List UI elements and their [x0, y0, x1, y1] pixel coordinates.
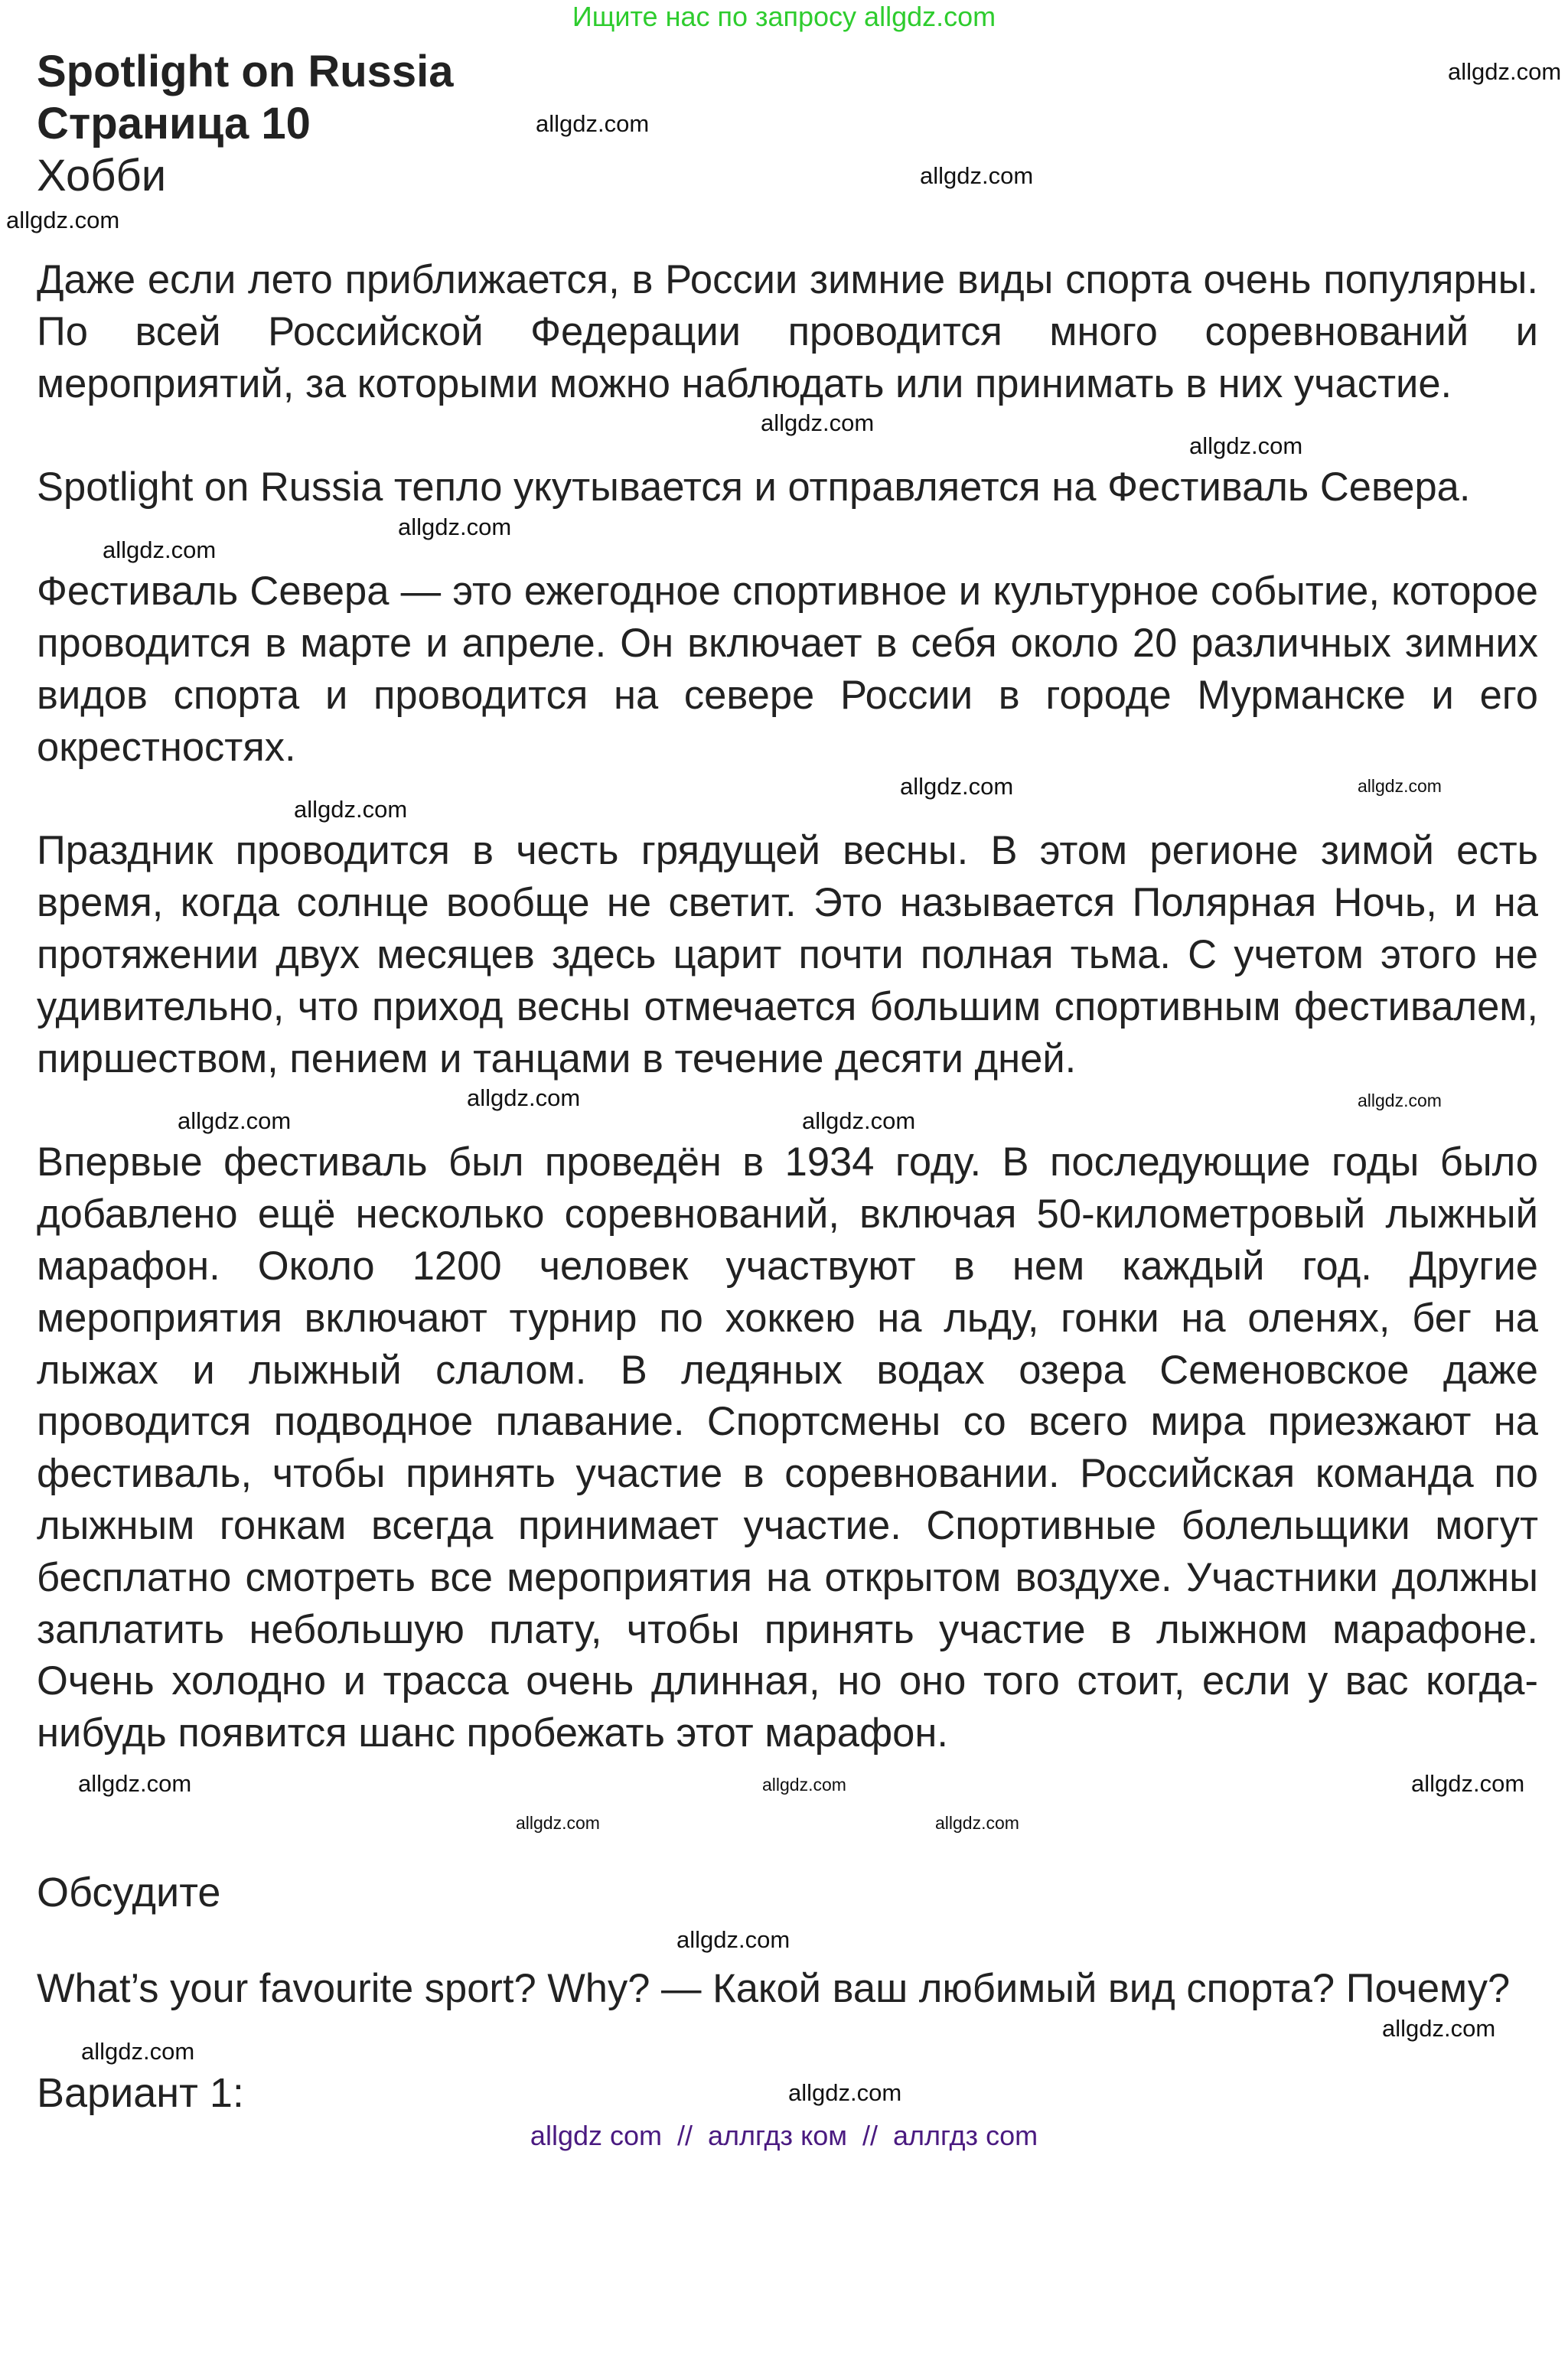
watermark: allgdz.com	[294, 796, 408, 823]
paragraph-5: Впервые фестиваль был проведён в 1934 году. В последующие годы было добавлено ещё несколько соревнований, включая 50-километровый лыжный марафон. Около 1200 человек участвуют в нем каждый год. Другие мероприятия включают турнир по хоккею на льду, гонки на оленях, бег на лыжах и лыжный слалом. В ледяных водах озера Семеновское даже проводится подводное плавание. Спортсмены со всего мира приезжают на фестиваль, чтобы принять участие в соревновании. Российская команда по лыжным гонкам всегда принимает участие. Спортивные болельщики могут бесплатно смотреть все мероприятия на открытом воздухе. Участники должны заплатить небольшую плату, чтобы принять участие в лыжном марафоне. Очень холодно и трасса очень длинная, но оно того стоит, если у вас когда-нибудь появится шанс пробежать этот марафон.	[37, 1139, 1538, 1756]
watermark: allgdz.com	[81, 2037, 195, 2065]
watermark: allgdz.com	[516, 1812, 600, 1833]
discuss-heading: Обсудите	[37, 1869, 221, 1915]
variant-label: Вариант 1:	[37, 2069, 244, 2116]
watermark: allgdz.com	[1448, 58, 1562, 85]
watermark: allgdz.com	[788, 2078, 902, 2106]
watermark-gap	[37, 1759, 1538, 1867]
page-number: Страница 10	[37, 99, 311, 148]
section-title: Хобби	[37, 151, 167, 201]
paragraph-1: Даже если лето приближается, в России зимние виды спорта очень популярны. По всей Российской Федерации проводится много соревнований и мероприятий, за которыми можно наблюдать или принимать в них участие.	[37, 257, 1538, 406]
bottom-banner[interactable]: allgdz com // аллгдз ком // аллгдз com	[530, 2119, 1038, 2151]
watermark: allgdz.com	[398, 513, 512, 541]
watermark: allgdz.com	[467, 1084, 581, 1112]
watermark: allgdz.com	[78, 1769, 192, 1797]
watermark: allgdz.com	[935, 1812, 1019, 1833]
top-banner[interactable]: Ищите нас по запросу allgdz.com	[572, 1, 996, 32]
watermark: allgdz.com	[178, 1107, 292, 1135]
variant-row	[37, 2067, 1538, 2119]
watermark: allgdz.com	[900, 773, 1014, 800]
watermark: allgdz.com	[1358, 1091, 1442, 1111]
watermark: allgdz.com	[761, 409, 875, 437]
watermark: allgdz.com	[676, 1925, 791, 1953]
watermark-gap	[37, 1919, 1538, 1963]
watermark-gap	[37, 773, 1538, 825]
watermark: allgdz.com	[1411, 1769, 1525, 1797]
content	[37, 254, 1538, 2153]
watermark-gap	[37, 513, 1538, 566]
discuss-question: What’s your favourite sport? Why? — Какой ваш любимый вид спорта? Почему?	[37, 1965, 1511, 2011]
page-title: Spotlight on Russia	[37, 47, 454, 96]
paragraph-4: Праздник проводится в честь грядущей весны. В этом регионе зимой есть время, когда солнце вообще не светит. Это называется Полярная Ночь, и на протяжении двух месяцев здесь царит почти полная тьма. С учетом этого не удивительно, что приход весны отмечается большим спортивным фестивалем, пиршеством, пением и танцами в течение десяти дней.	[37, 828, 1538, 1081]
paragraph-3: Фестиваль Севера — это ежегодное спортивное и культурное событие, которое проводится в марте и апреле. Он включает в себя около 20 различных зимних видов спорта и проводится на севере России в городе Мурманске и его окрестностях.	[37, 569, 1538, 770]
watermark: allgdz.com	[536, 110, 650, 137]
watermark: allgdz.com	[1358, 776, 1442, 797]
watermark: allgdz.com	[6, 207, 120, 233]
watermark-gap	[37, 409, 1538, 461]
watermark: allgdz.com	[762, 1774, 846, 1795]
watermark: allgdz.com	[103, 536, 217, 564]
watermark-gap	[37, 1084, 1538, 1136]
paragraph-2: Spotlight on Russia тепло укутывается и отправляется на Фестиваль Севера.	[37, 465, 1471, 510]
watermark: allgdz.com	[802, 1107, 916, 1135]
watermark: allgdz.com	[1189, 432, 1303, 460]
watermark: allgdz.com	[1382, 2014, 1496, 2042]
watermark-gap	[37, 2015, 1538, 2067]
watermark: allgdz.com	[920, 162, 1034, 189]
